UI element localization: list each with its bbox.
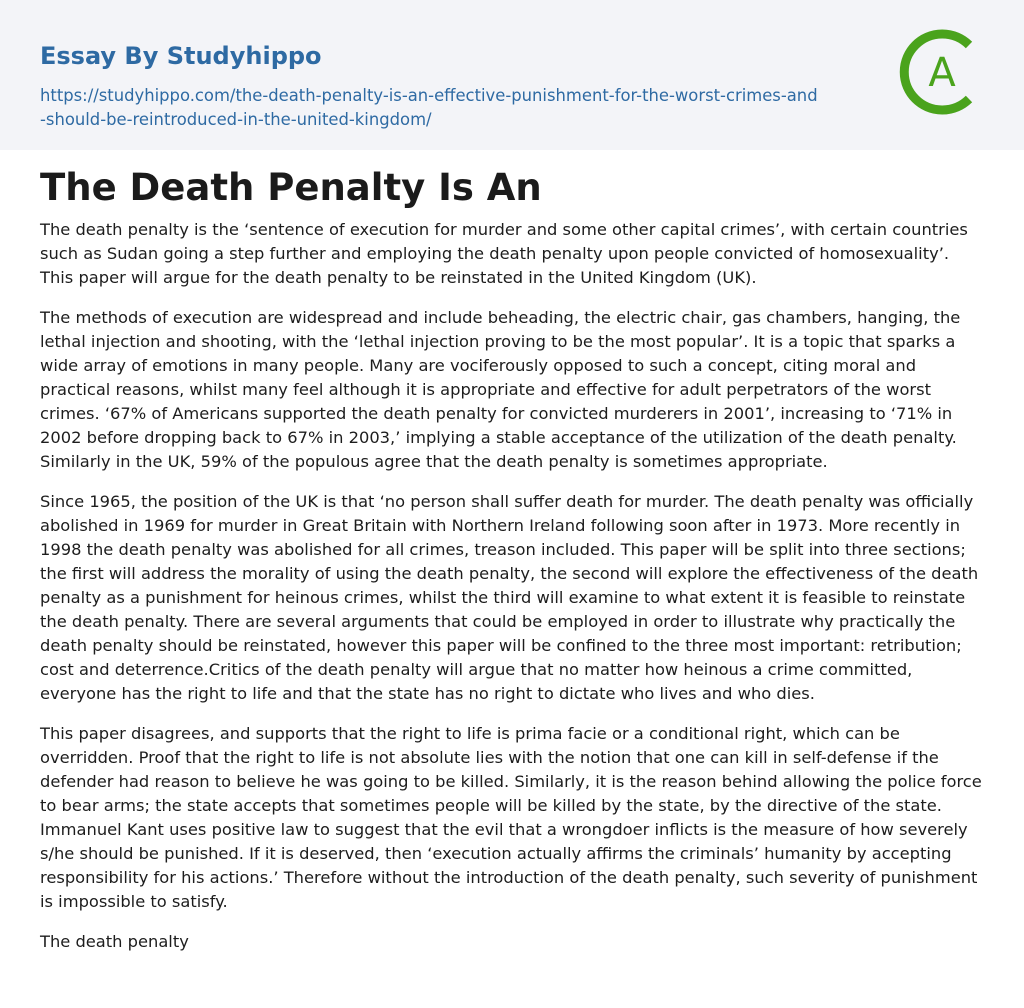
article-paragraph: This paper disagrees, and supports that the right to life is prima facie or a conditional right, which can be overridden. Proof that the right to life is not absolute lies with the notion that one can kill in self-defense if the defender had reason to believe he was going to be killed. Similarly, it is the reason behind allowing the police force to bear arms; the state accepts that sometimes people will be killed by the state, by the directive of the state. Immanuel Kant uses positive law to suggest that the evil that a wrongdoer inflicts is the measure of how severely s/he should be punished. If it is deserved, then ‘execution actually affirms the criminals’ humanity by accepting responsibility for his actions.’ Therefore without the introduction of the death penalty, such severity of punishment is impossible to satisfy. <box>40 724 982 911</box>
studyhippo-logo-icon[interactable] <box>898 28 986 116</box>
logo-letter: A <box>928 50 956 96</box>
article-paragraph: Since 1965, the position of the UK is that ‘no person shall suffer death for murder. The death penalty was officially abolished in 1969 for murder in Great Britain with Northern Ireland following soon after in 1973. More recently in 1998 the death penalty was abolished for all crimes, treason included. This paper will be split into three sections; the first will address the morality of using the death penalty, the second will explore the effectiveness of the death penalty as a punishment for heinous crimes, whilst the third will examine to what extent it is feasible to reinstate the death penalty. There are several arguments that could be employed in order to illustrate why practically the death penalty should be reinstated, however this paper will be confined to the three most important: retribution; cost and deterrence.Critics of the death penalty will argue that no matter how heinous a crime committed, everyone has the right to life and that the state has no right to dictate who lives and who dies. <box>40 492 979 703</box>
page-header <box>0 0 1024 150</box>
article-title: The Death Penalty Is An <box>40 166 542 209</box>
essay-url-link[interactable]: https://studyhippo.com/the-death-penalty-is-an-effective-punishment-for-the-worst-crimes-and-should-be-reintroduced-in-the-united-kingdom/ <box>40 86 818 129</box>
article-paragraph: The methods of execution are widespread and include beheading, the electric chair, gas chambers, hanging, the lethal injection and shooting, with the ‘lethal injection proving to be the most popular’. It is a topic that sparks a wide array of emotions in many people. Many are vociferously opposed to such a concept, citing moral and practical reasons, whilst many feel although it is appropriate and effective for adult perpetrators of the worst crimes. ‘67% of Americans supported the death penalty for convicted murderers in 2001’, increasing to ‘71% in 2002 before dropping back to 67% in 2003,’ implying a stable acceptance of the utilization of the death penalty. Similarly in the UK, 59% of the populous agree that the death penalty is sometimes appropriate. <box>40 308 961 471</box>
article-paragraph: The death penalty is the ‘sentence of execution for murder and some other capital crimes’, with certain countries such as Sudan going a step further and employing the death penalty upon people convicted of homosexuality’. This paper will argue for the death penalty to be reinstated in the United Kingdom (UK). <box>40 220 968 287</box>
article <box>0 150 1024 954</box>
article-paragraph: The death penalty <box>40 932 189 951</box>
brand-title[interactable]: Essay By Studyhippo <box>40 42 322 70</box>
